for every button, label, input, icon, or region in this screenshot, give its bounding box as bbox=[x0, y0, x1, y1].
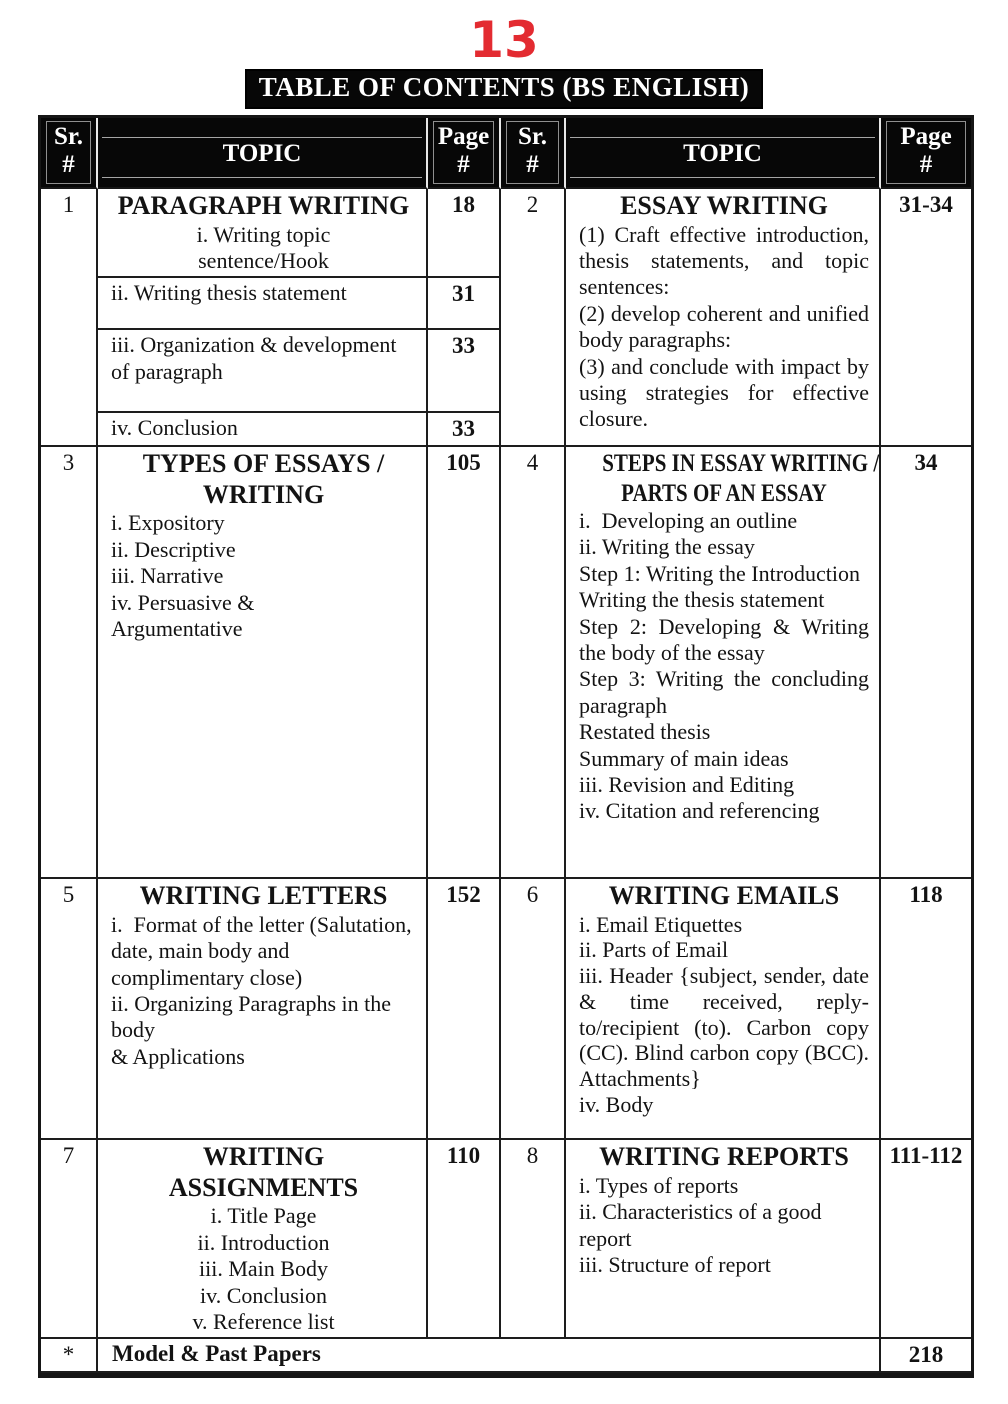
topic-cell-organization: iii. Organization & development of paragraph bbox=[98, 330, 428, 413]
text-line: Step 2: Developing & Writing the body of the essay bbox=[579, 613, 869, 665]
header-page-top: Page bbox=[437, 122, 490, 150]
text-line: v. Reference list bbox=[192, 1308, 335, 1334]
table-row bbox=[41, 447, 971, 879]
header-page-bottom: # bbox=[457, 151, 470, 179]
topic-cell-essay-writing bbox=[566, 189, 881, 447]
text-line: iv. Conclusion bbox=[200, 1282, 327, 1308]
text-line: iii. Structure of report bbox=[579, 1251, 771, 1277]
header-topic-left-box: TOPIC bbox=[102, 137, 422, 178]
page-cell: 152 bbox=[428, 879, 501, 1140]
text-line: i. Title Page bbox=[210, 1203, 317, 1229]
sr-cell-4: 4 bbox=[501, 447, 566, 879]
topic-cell-types-of-essays bbox=[98, 447, 428, 879]
text-line: & Applications bbox=[111, 1043, 245, 1069]
text-line: iii. Revision and Editing bbox=[579, 771, 795, 797]
text-line: ii. Organizing Paragraphs in the body bbox=[111, 990, 392, 1043]
section-title-lines bbox=[111, 449, 416, 510]
header-sr-left bbox=[41, 118, 98, 190]
page-cell: 110 bbox=[428, 1140, 501, 1339]
text-line: (1) Craft effective introduction, thesis statements, and topic sentences: bbox=[579, 221, 869, 300]
header-sr-bottom: # bbox=[526, 151, 539, 179]
sr-cell-3: 3 bbox=[41, 447, 98, 879]
sr-cell-star: * bbox=[41, 1339, 98, 1373]
text-line: Step 1: Writing the Introduction bbox=[579, 560, 861, 586]
text-line: i. Developing an outline bbox=[579, 508, 798, 534]
section-title: WRITING LETTERS bbox=[139, 881, 388, 911]
text-line: iv. Persuasive & bbox=[111, 589, 255, 615]
topic-cell-writing-reports bbox=[566, 1140, 881, 1339]
text-line: iii. Narrative bbox=[111, 563, 224, 589]
header-sr-bottom: # bbox=[62, 151, 75, 179]
text-line: iii. Header {subject, sender, date & time received, reply-to/recipient (to). Carbon copy (CC). Blind carbon copy (BCC). Attachments} bbox=[579, 963, 869, 1092]
topic-cell-steps-in-essay-writing bbox=[566, 447, 881, 879]
footer-label-model-past-papers: Model & Past Papers bbox=[98, 1339, 881, 1373]
page-cell: 218 bbox=[881, 1339, 971, 1373]
sr-cell-8: 8 bbox=[501, 1140, 566, 1339]
header-page-top: Page bbox=[900, 122, 952, 150]
section-body bbox=[111, 1203, 416, 1335]
section-body bbox=[579, 222, 869, 433]
table-row bbox=[41, 189, 971, 278]
table-row bbox=[41, 879, 971, 1140]
toc-table bbox=[38, 115, 974, 1378]
page-title: TABLE OF CONTENTS (BS ENGLISH) bbox=[245, 69, 764, 109]
section-title: WRITING EMAILS bbox=[608, 881, 840, 911]
section-title: ESSAY WRITING bbox=[620, 191, 828, 220]
table-row bbox=[41, 1140, 971, 1339]
topic-cell-writing-emails bbox=[566, 879, 881, 1140]
text-line: WRITING bbox=[202, 479, 325, 509]
page-cell: 33 bbox=[428, 330, 501, 413]
text-line: ii. Parts of Email bbox=[579, 937, 729, 963]
sr-cell-1: 1 bbox=[41, 189, 98, 447]
header-sr-right bbox=[501, 118, 566, 190]
text-line: Step 3: Writing the concluding paragraph bbox=[579, 666, 869, 718]
topic-cell-writing-letters bbox=[98, 879, 428, 1140]
text-line: (2) develop coherent and unified body paragraphs: bbox=[579, 300, 869, 353]
text-line: STEPS IN ESSAY WRITING / bbox=[602, 450, 880, 478]
topic-cell-thesis-statement: ii. Writing thesis statement bbox=[98, 278, 428, 330]
page-cell: 105 bbox=[428, 447, 501, 879]
header-page-left bbox=[428, 118, 501, 190]
topic-cell-paragraph-writing bbox=[98, 189, 428, 278]
text-line: ii. Descriptive bbox=[111, 536, 236, 562]
page-cell: 31 bbox=[428, 278, 501, 330]
sr-cell-7: 7 bbox=[41, 1140, 98, 1339]
section-title: WRITING ASSIGNMENTS bbox=[168, 1142, 359, 1202]
text-line: i. Types of reports bbox=[579, 1172, 739, 1198]
table-row-footer bbox=[41, 1339, 971, 1373]
header-topic-right bbox=[566, 118, 881, 190]
text-line: ii. Characteristics of a good report bbox=[579, 1199, 822, 1251]
header-sr-top: Sr. bbox=[518, 122, 547, 150]
header-page-bottom: # bbox=[919, 151, 933, 179]
section-body bbox=[111, 912, 416, 1070]
section-body bbox=[579, 912, 869, 1118]
page-number: 13 bbox=[469, 11, 539, 69]
text-line: i. Writing topic bbox=[196, 221, 331, 247]
page-cell: 34 bbox=[881, 447, 971, 879]
header-page-left-box bbox=[433, 121, 494, 185]
text-line: iv. Body bbox=[579, 1091, 654, 1117]
text-line: iv. Citation and referencing bbox=[579, 798, 820, 824]
text-line: i. Format of the letter (Salutation, date, main body and complimentary close) bbox=[111, 911, 412, 990]
text-line: iii. Main Body bbox=[199, 1256, 328, 1282]
text-line: Argumentative bbox=[111, 615, 243, 641]
text-line: Summary of main ideas bbox=[579, 745, 789, 771]
topic-cell-conclusion: iv. Conclusion bbox=[98, 413, 428, 447]
text-line: Writing the thesis statement bbox=[579, 587, 825, 613]
table-header-row bbox=[41, 118, 971, 190]
page-cell: 111-112 bbox=[881, 1140, 971, 1339]
text-line: ii. Writing the essay bbox=[579, 534, 755, 560]
text-line: sentence/Hook bbox=[198, 248, 329, 274]
header-topic-right-box: TOPIC bbox=[570, 137, 875, 178]
section-body bbox=[579, 508, 869, 825]
sr-cell-2: 2 bbox=[501, 189, 566, 447]
sr-cell-6: 6 bbox=[501, 879, 566, 1140]
header-sr-left-box bbox=[46, 121, 91, 185]
text-line: TYPES OF ESSAYS / bbox=[142, 449, 385, 479]
page-cell: 18 bbox=[428, 189, 501, 278]
text-line: (3) and conclude with impact by using strategies for effective closure. bbox=[579, 353, 869, 432]
section-title: WRITING REPORTS bbox=[599, 1142, 849, 1172]
header-page-right-box bbox=[886, 121, 966, 185]
text-line: ii. Introduction bbox=[197, 1229, 330, 1255]
header-sr-top: Sr. bbox=[54, 122, 83, 150]
header-page-right bbox=[881, 118, 971, 190]
page-cell: 33 bbox=[428, 413, 501, 447]
text-line: i. Email Etiquettes bbox=[579, 911, 743, 937]
text-line: PARTS OF AN ESSAY bbox=[621, 479, 827, 507]
header-topic-left bbox=[98, 118, 428, 190]
header-sr-right-box bbox=[506, 121, 559, 185]
subtopic-lines bbox=[111, 222, 416, 275]
sr-cell-5: 5 bbox=[41, 879, 98, 1140]
page-cell: 118 bbox=[881, 879, 971, 1140]
section-body bbox=[111, 510, 416, 642]
text-line: i. Expository bbox=[111, 510, 225, 536]
banner-row bbox=[0, 69, 1008, 109]
text-line: Restated thesis bbox=[579, 719, 711, 745]
topic-cell-writing-assignments bbox=[98, 1140, 428, 1339]
section-title-lines bbox=[579, 449, 880, 508]
section-body bbox=[579, 1173, 869, 1279]
section-title: PARAGRAPH WRITING bbox=[117, 191, 410, 220]
page-cell: 31-34 bbox=[881, 189, 971, 447]
